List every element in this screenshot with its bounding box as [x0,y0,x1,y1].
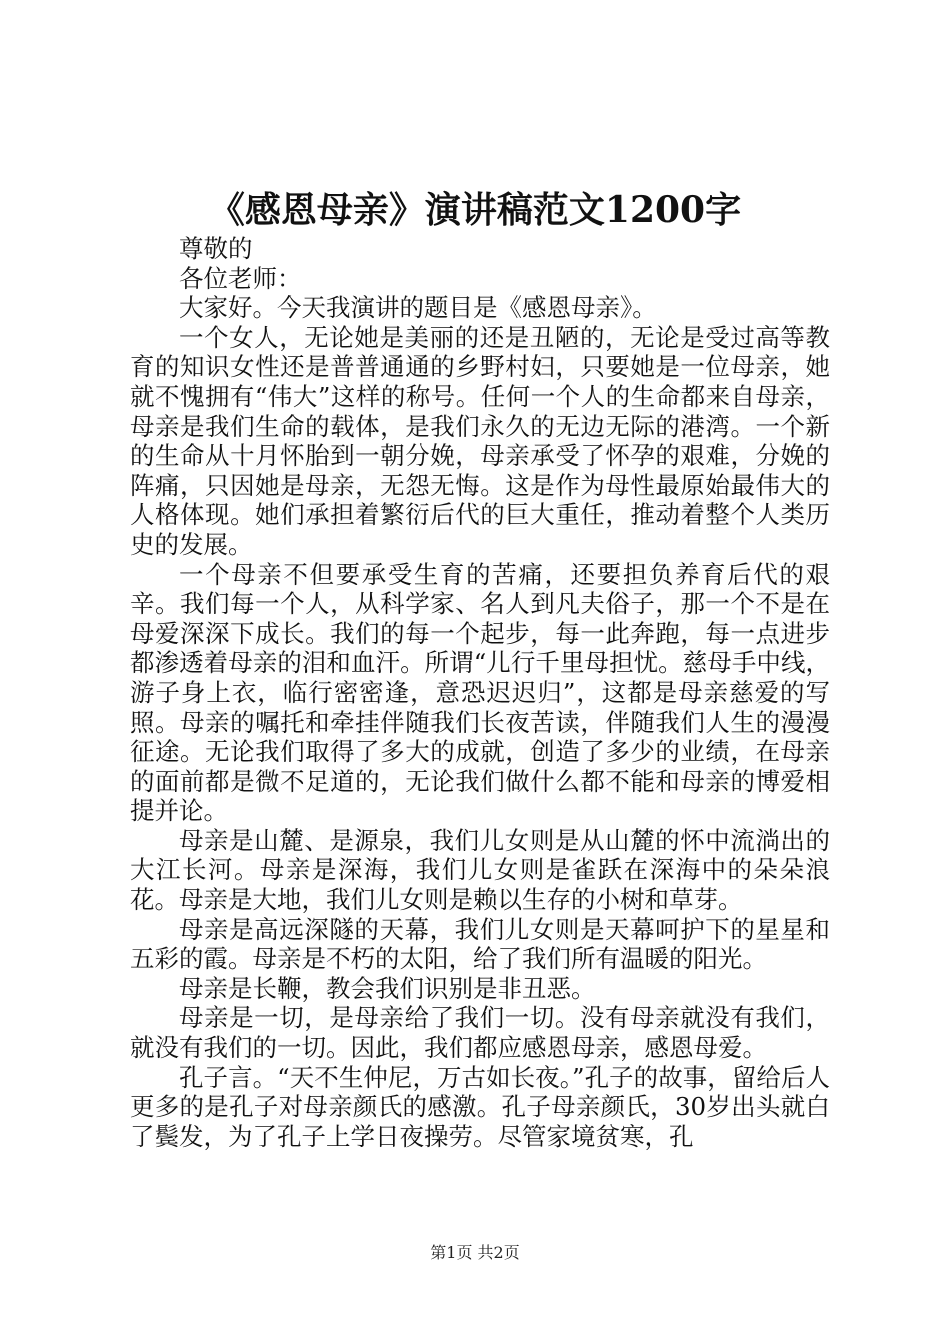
greeting-paragraph: 大家好。今天我演讲的题目是《感恩母亲》。 [179,293,657,323]
body-paragraph: 母亲是高远深隧的天幕，我们儿女则是天幕呵护下的星星和五彩的霞。母亲是不朽的太阳，给了我们所有温暖的阳光。 [130,914,830,974]
document-title: 《感恩母亲》演讲稿范文1200字 [208,189,742,231]
body-paragraph: 一个母亲不但要承受生育的苦痛，还要担负养育后代的艰辛。我们每一个人，从科学家、名人到凡夫俗子，那一个不是在母爱深深下成长。我们的每一个起步，每一此奔跑，每一点进步都渗透着母亲的泪和血汗。所谓“儿行千里母担忧。慈母手中线，游子身上衣，临行密密逢，意恐迟迟归”，这都是母亲慈爱的写照。母亲的嘱托和牵挂伴随我们长夜苦读，伴随我们人生的漫漫征途。无论我们取得了多大的成就，创造了多少的业绩，在母亲的面前都是微不足道的，无论我们做什么都不能和母亲的博爱相提并论。 [130,559,830,826]
document-body [130,234,830,1151]
body-paragraph: 母亲是山麓、是源泉，我们儿女则是从山麓的怀中流淌出的大江长河。母亲是深海，我们儿女则是雀跃在深海中的朵朵浪花。母亲是大地，我们儿女则是赖以生存的小树和草芽。 [130,825,830,915]
body-paragraph: 孔子言。“天不生仲尼，万古如长夜。”孔子的故事，留给后人更多的是孔子对母亲颜氏的感激。孔子母亲颜氏，30岁出头就白了鬓发，为了孔子上学日夜操劳。尽管家境贫寒，孔 [130,1062,830,1151]
page-number-footer: 第1页 共2页 [430,1243,520,1262]
body-paragraph: 母亲是一切，是母亲给了我们一切。没有母亲就没有我们，就没有我们的一切。因此，我们都应感恩母亲，感恩母爱。 [130,1003,830,1063]
salutation-line-1: 尊敬的 [179,234,253,263]
body-paragraph: 一个女人，无论她是美丽的还是丑陋的，无论是受过高等教育的知识女性还是普普通通的乡野村妇，只要她是一位母亲，她就不愧拥有“伟大”这样的称号。任何一个人的生命都来自母亲，母亲是我们生命的载体，是我们永久的无边无际的港湾。一个新的生命从十月怀胎到一朝分娩，母亲承受了怀孕的艰难，分娩的阵痛，只因她是母亲，无怨无悔。这是作为母性最原始最伟大的人格体现。她们承担着繁衍后代的巨大重任，推动着整个人类历史的发展。 [130,322,830,559]
salutation-line-2: 各位老师： [179,263,302,293]
body-paragraph: 母亲是长鞭，教会我们识别是非丑恶。 [179,973,596,1003]
